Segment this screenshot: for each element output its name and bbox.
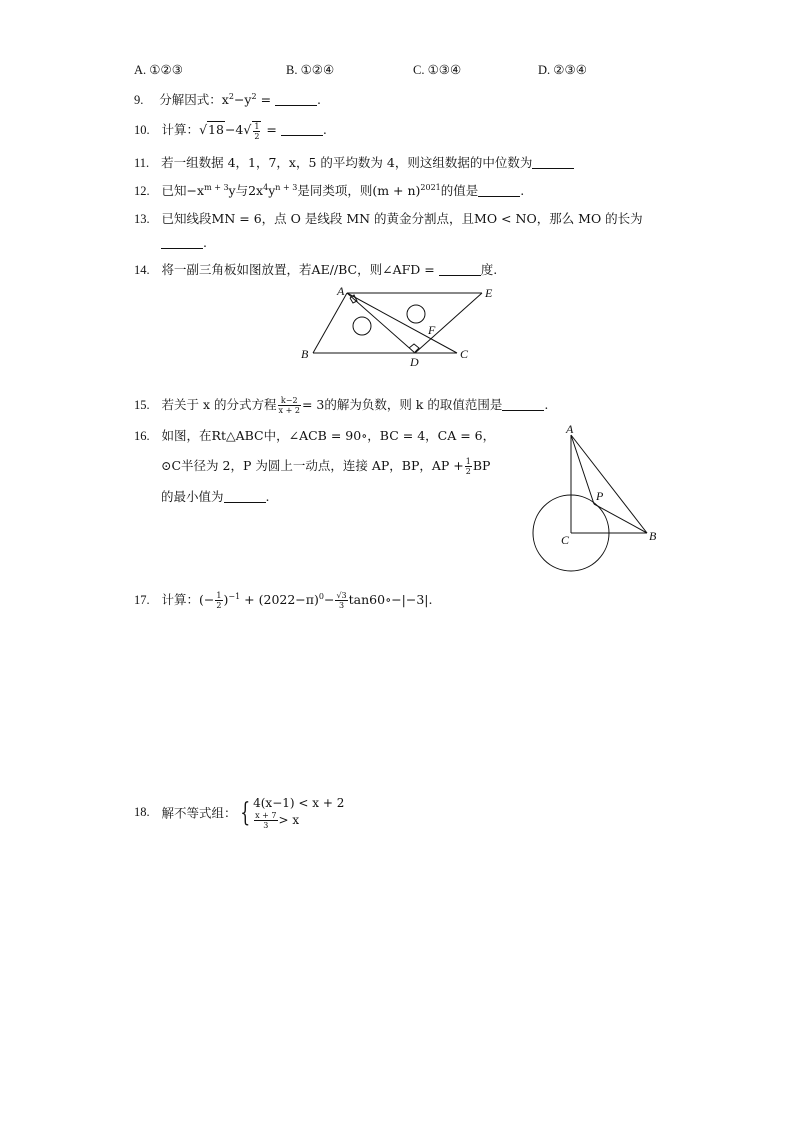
q11-number: 11. xyxy=(134,156,150,170)
question-18 xyxy=(134,795,344,830)
q17-c: + (2022−π) xyxy=(240,592,319,607)
label-b: B xyxy=(301,347,309,361)
q15-a: 若关于 x 的分式方程 xyxy=(161,397,277,412)
question-15 xyxy=(134,395,548,415)
q10-end: . xyxy=(322,122,327,137)
option-b: B. ①②④ xyxy=(286,63,335,77)
option-d: D. ②③④ xyxy=(538,63,587,77)
q14-blank xyxy=(439,263,481,276)
q18-brace: { xyxy=(239,797,250,828)
q13-text: 已知线段MN = 6，点 O 是线段 MN 的黄金分割点，且MO < NO，那么 MO 的长为 xyxy=(161,211,643,226)
q9-end: . xyxy=(317,92,322,107)
option-a: A. ①②③ xyxy=(134,63,183,77)
q12-s1: m + 3 xyxy=(204,183,229,192)
q13-blank xyxy=(161,236,203,249)
q16-line2-a: ⊙C半径为 2，P 为圆上一动点，连接 AP，BP，AP + xyxy=(161,458,464,473)
q16-frac-top: 1 xyxy=(465,457,471,466)
q18-system xyxy=(253,795,344,830)
q12-blank xyxy=(478,184,520,197)
q15-number: 15. xyxy=(134,398,150,412)
q10-frac-bot: 2 xyxy=(254,131,260,141)
q12-d: 是同类项，则(m + n) xyxy=(297,183,421,198)
q10-radicand: 18 xyxy=(208,122,224,137)
question-14 xyxy=(134,260,497,278)
q15-blank xyxy=(502,398,544,411)
question-10: 10. 计算：√18−4√ $\frac{1}{2}$ = . xyxy=(134,121,327,141)
q9-mid: −y xyxy=(233,92,252,107)
figure-14 xyxy=(295,282,505,372)
q17-b: ) xyxy=(223,592,229,607)
q15-frac-top: k−2 xyxy=(278,396,301,406)
q11-text: 若一组数据 4，1，7，x，5 的平均数为 4，则这组数据的中位数为 xyxy=(161,155,533,170)
question-11 xyxy=(134,153,574,171)
q16-line3 xyxy=(161,487,270,505)
line-pb xyxy=(594,504,647,533)
label-c: C xyxy=(561,533,570,547)
circle-hole-left xyxy=(353,317,371,335)
q18-a: 解不等式组： xyxy=(161,805,237,821)
q18-frac-bot: 3 xyxy=(263,821,269,830)
option-c: C. ①③④ xyxy=(413,63,462,77)
q15-end: . xyxy=(544,397,549,412)
q13-answer-line xyxy=(161,235,207,250)
q18-line2: > x xyxy=(278,813,300,827)
question-16 xyxy=(134,426,495,444)
q14-text: 将一副三角板如图放置，若AE//BC，则∠AFD = xyxy=(161,262,435,277)
question-13 xyxy=(134,209,643,227)
label-d: D xyxy=(410,355,419,369)
q12-a: 已知−x xyxy=(161,183,205,198)
label-f: F xyxy=(428,323,436,337)
q17-frac2-top: √3 xyxy=(336,591,347,600)
q9-number: 9. xyxy=(134,93,144,107)
line-ap xyxy=(571,435,594,504)
q10-op: −4 xyxy=(224,122,244,137)
q17-fraction2 xyxy=(335,591,347,610)
label-a: A xyxy=(566,422,574,436)
label-b: B xyxy=(649,529,657,543)
figure-16 xyxy=(525,420,665,580)
q9-sup1: 2 xyxy=(228,92,234,101)
q12-b: y与2x xyxy=(228,183,264,198)
q16-line2 xyxy=(161,456,490,476)
question-12 xyxy=(134,181,524,199)
triangle-set-figure xyxy=(313,293,482,353)
q17-e: tan60∘−|−3|. xyxy=(348,592,433,607)
label-e: E xyxy=(485,286,493,300)
q16-frac-bot: 2 xyxy=(465,467,471,476)
q12-end: . xyxy=(520,183,525,198)
q10-blank xyxy=(281,123,323,136)
q16-line1: 如图，在Rt△ABC中，∠ACB = 90∘，BC = 4，CA = 6， xyxy=(161,428,496,443)
q9-text: 分解因式：x xyxy=(159,92,229,107)
circle-hole-right xyxy=(407,305,425,323)
q17-number: 17. xyxy=(134,593,150,607)
q18-fraction xyxy=(254,811,277,830)
question-17 xyxy=(134,590,433,610)
q13-number: 13. xyxy=(134,212,150,226)
q12-e: 的值是 xyxy=(440,183,479,198)
q16-end: . xyxy=(265,489,270,504)
q12-c: y xyxy=(268,183,276,198)
line-ab xyxy=(571,435,647,533)
q16-line2-b: BP xyxy=(472,458,491,473)
q17-frac1-bot: 2 xyxy=(216,601,222,610)
q17-s1: −1 xyxy=(228,592,241,601)
q11-blank xyxy=(532,156,574,169)
q9-sup2: 2 xyxy=(251,92,257,101)
q16-fraction xyxy=(465,457,472,476)
q9-eq: = xyxy=(260,92,272,107)
q14-number: 14. xyxy=(134,263,150,277)
q14-end: 度. xyxy=(480,262,498,277)
q10-number: 10. xyxy=(134,123,150,137)
line-ac xyxy=(347,293,457,353)
q13-end: . xyxy=(203,235,207,250)
q17-frac1-top: 1 xyxy=(216,591,222,600)
q17-a: 计算：(− xyxy=(161,592,215,607)
q17-fraction1 xyxy=(215,591,222,610)
q15-frac-bot: x + 2 xyxy=(278,406,300,415)
q16-blank xyxy=(224,490,266,503)
q12-s3: n + 3 xyxy=(275,183,298,192)
label-p: P xyxy=(596,489,604,503)
label-c: C xyxy=(460,347,469,361)
line-ab xyxy=(313,293,347,353)
question-9 xyxy=(134,90,321,108)
q18-line1: 4(x−1) < x + 2 xyxy=(253,796,345,810)
q10-eq: = xyxy=(266,122,277,137)
q17-s2: 0 xyxy=(318,592,324,601)
label-a: A xyxy=(337,284,345,298)
q12-s4: 2021 xyxy=(420,183,441,192)
q17-frac2-bot: 3 xyxy=(339,601,345,610)
q12-number: 12. xyxy=(134,184,150,198)
q15-b: = 3的解为负数，则 k 的取值范围是 xyxy=(301,397,503,412)
circle-triangle-figure xyxy=(533,435,647,571)
q12-s2: 4 xyxy=(263,183,269,192)
line-ad xyxy=(347,293,415,353)
q10-frac-top: 1 xyxy=(254,121,260,131)
q16-line3-text: 的最小值为 xyxy=(161,489,224,504)
q17-d: − xyxy=(323,592,335,607)
q9-blank xyxy=(275,93,317,106)
q10-fraction xyxy=(252,121,261,141)
q18-frac-top: x + 7 xyxy=(255,811,277,820)
line-de xyxy=(415,293,482,353)
q10-text: 计算： xyxy=(161,122,200,137)
q18-number: 18. xyxy=(134,805,150,819)
q15-fraction xyxy=(278,396,301,415)
q16-number: 16. xyxy=(134,429,150,443)
